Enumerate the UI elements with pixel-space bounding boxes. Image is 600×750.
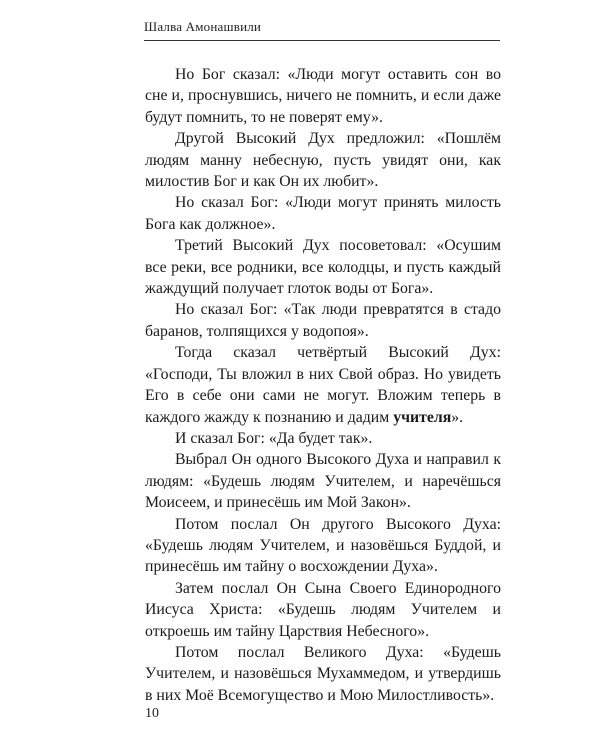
header-rule — [144, 40, 500, 41]
running-header-author: Шалва Амонашвили — [144, 19, 262, 34]
paragraph: Потом послал Великого Духа: «Будешь Учителем, и назовёшься Мухаммедом, и утвердишь в них Моё Всемогущество и Мою Милостливость». — [145, 643, 501, 704]
paragraph: Третий Высокий Дух посоветовал: «Осушим все реки, все родники, все колодцы, и пусть каждый жаждущий получает глоток воды от Бога». — [145, 237, 501, 298]
paragraph-text: Тогда сказал четвёртый Высокий Дух: «Господи, Ты вложил в них Свой образ. Но увидеть Его в себе они сами не могут. Вложим теперь в каждого жажду к познанию и дадим — [145, 344, 501, 426]
paragraph: Другой Высокий Дух предложил: «Пошлём людям манну небесную, пусть увидят они, как милостив Бог и как Он их любит». — [145, 130, 501, 191]
paragraph: Выбрал Он одного Высокого Духа и направил к людям: «Будешь людям Учителем, и наречёшься Моисеем, и принесёшь им Мой Закон». — [145, 451, 501, 512]
paragraph: Потом послал Он другого Высокого Духа: «Будешь людям Учителем, и назовёшься Буддой, и принесёшь им тайну о восхождении Духа». — [145, 515, 501, 576]
paragraph: Но сказал Бог: «Люди могут принять милость Бога как должное». — [145, 194, 501, 233]
paragraph: Но сказал Бог: «Так люди превратятся в стадо баранов, толпящихся у водопоя». — [145, 301, 501, 340]
paragraph-text: ». — [451, 408, 464, 426]
page-number: 10 — [145, 706, 159, 721]
body-text — [145, 64, 501, 706]
emphasized-word: учителя — [393, 408, 452, 426]
paragraph: Затем послал Он Сына Своего Единородного Иисуса Христа: «Будешь людям Учителем и откроешь им тайну Царствия Небесного». — [145, 579, 501, 640]
paragraph — [145, 342, 501, 428]
paragraph: Но Бог сказал: «Люди могут оставить сон во сне и, проснувшись, ничего не помнить, и если даже будут помнить, то не поверят ему». — [145, 66, 501, 126]
paragraph: И сказал Бог: «Да будет так». — [175, 429, 373, 447]
